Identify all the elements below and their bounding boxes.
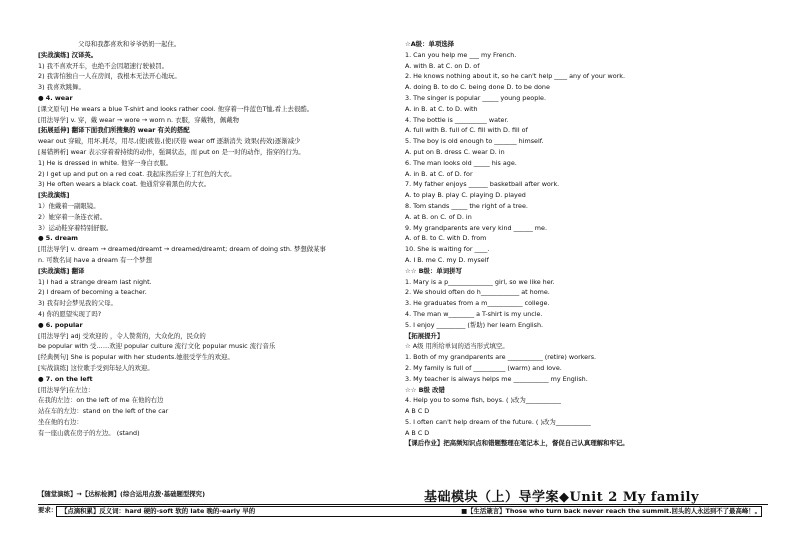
right-text-line: A B C D — [405, 407, 430, 416]
left-text-line: [易错辨析] wear 表示穿着着持续的动作，强调状态，而 put on 是一时的动作，指穿的行为。 — [38, 147, 305, 156]
right-text-line: 5. I enjoy _________ (帮助) her learn English. — [405, 320, 544, 329]
left-text-line: 3) 我有时会梦见我的父母。 — [38, 299, 117, 308]
left-column — [38, 40, 388, 439]
right-text-line: A. with B. at C. on D. of — [405, 61, 480, 70]
left-text-line: [经典例句] She is popular with her students.她很受学生的欢迎。 — [38, 353, 234, 362]
left-text-line: 3) He often wears a black coat. 他通常穿着黑色的大衣。 — [38, 180, 211, 189]
right-text-line: 4. Help you to some fish, boys. ( )改为___________ — [405, 396, 561, 405]
right-text-line: 9. My grandparents are very kind ______ me. — [405, 223, 547, 232]
requirement-label: 要求： — [38, 506, 58, 514]
left-text-line: [课文原句] He wears a blue T-shirt and looks rather cool. 他穿着一件蓝色T恤,看上去很酷。 — [38, 104, 314, 113]
right-text-line: 1. Both of my grandparents are ___________ (retire) workers. — [405, 353, 597, 362]
right-text-line: 3. He graduates from a m___________ college. — [405, 299, 550, 308]
left-text-line: 1) I had a strange dream last night. — [38, 277, 152, 286]
footer-notes — [56, 506, 762, 517]
left-text-line: 1）他戴着一副眼镜。 — [38, 201, 100, 210]
right-text-line: A. I B. me C. my D. myself — [405, 255, 489, 264]
left-text-line: ● 4. wear — [38, 93, 73, 102]
left-text-line: ● 7. on the left — [38, 374, 93, 383]
practice-bar-label: 【随堂演练】→【达标检测】(综合运用点拨·基础题型探究) — [38, 490, 205, 498]
right-text-line: 1. Mary is a p______________ girl, so we like her. — [405, 277, 555, 286]
left-text-line: [用法导学]在左边： — [38, 385, 95, 394]
left-text-line: [实战演练] 翻译 — [38, 266, 85, 275]
left-text-line: 坐在他的右边： — [38, 417, 83, 426]
left-text-line: 4) 你的愿望实现了吗? — [38, 309, 102, 318]
left-text-line: [实战演练] 这位歌手受到年轻人的欢迎。 — [38, 363, 154, 372]
right-text-line: A. of B. to C. with D. from — [405, 234, 487, 243]
left-text-line: 1) 我不喜欢开车，也绝不会因超速行驶被罚。 — [38, 61, 169, 70]
left-text-line: n. 可数名词 have a dream 有一个梦想 — [38, 255, 152, 264]
left-text-line: [拓展延伸] 翻译下面我们所搜集的 wear 有关的搭配 — [38, 126, 190, 135]
right-text-line: A. put on B. dress C. wear D. in — [405, 147, 505, 156]
left-text-line: 1) He is dressed in white. 他穿一身白衣服。 — [38, 158, 173, 167]
left-text-line: [用法导学] v. dream → dreamed/dreamt → dreamed/dreamt; dream of doing sth. 梦想做某事 — [38, 245, 326, 254]
right-text-line: 3. My teacher is always helps me ___________ my English. — [405, 374, 588, 383]
left-text-line: 站在车的左边：stand on the left of the car — [38, 407, 169, 416]
module-title: 基础模块（上）导学案◆Unit 2 My family — [424, 490, 699, 505]
left-text-line: [用法导学] v. 穿，戴 wear → wore → worn n. 衣服，穿戴物，佩戴物 — [38, 115, 239, 124]
right-text-line: 6. The man looks old _____ his age. — [405, 158, 517, 167]
right-text-line: 4. The man w________ a T-shirt is my uncle. — [405, 309, 543, 318]
right-column — [405, 40, 765, 450]
left-text-line: 父母和我都喜欢和爷爷奶奶一起住。 — [78, 40, 181, 48]
right-text-line: 10. She is waiting for ____. — [405, 245, 490, 254]
right-text-line: A. full with B. full of C. fill with D. fill of — [405, 126, 528, 135]
right-text-line: A. doing B. to do C. being done D. to be done — [405, 83, 550, 92]
right-text-line: 1. Can you help me ___ my French. — [405, 50, 517, 59]
antonym-note: 【点滴积累】反义词：hard 硬的-soft 软的 late 晚的-early 早的 — [61, 507, 256, 516]
right-text-line: 【拓展提升】 — [405, 331, 444, 340]
left-text-line: 3) 我喜欢跳舞。 — [38, 83, 85, 92]
left-text-line: 2）她穿着一条连衣裙。 — [38, 212, 106, 221]
right-text-line: A B C D — [405, 428, 430, 437]
left-text-line: [实战演练] 汉译英。 — [38, 50, 98, 59]
right-text-line: 7. My father enjoys ______ basketball after work. — [405, 180, 560, 189]
right-text-line: 4. The bottle is __________ water. — [405, 115, 509, 124]
left-text-line: 2) I get up and put on a red coat. 我起床然后穿上了红色的大衣。 — [38, 169, 236, 178]
right-text-line: 2. My family is full of __________ (warm) and love. — [405, 363, 562, 372]
left-text-line: ● 6. popular — [38, 320, 83, 329]
right-text-line: A. in B. at C. of D. for — [405, 169, 473, 178]
right-text-line: 2. We should often do h____________ at home. — [405, 288, 550, 297]
right-text-line: 8. Tom stands _____ the right of a tree. — [405, 201, 528, 210]
left-text-line: ● 5. dream — [38, 234, 78, 243]
right-text-line: ☆☆ B级：单词拼写 — [405, 266, 462, 275]
right-text-line: A. at B. on C. of D. in — [405, 212, 472, 221]
left-text-line: [用法导学] adj 受欢迎的 ，令人赞赏的，大众化的，民众的 — [38, 331, 206, 340]
left-text-line: 2) 我害怕独自一人在房间，我根本无法开心地玩。 — [38, 72, 181, 81]
right-text-line: A. in B. at C. to D. with — [405, 104, 478, 113]
right-text-line: 2. He knows nothing about it, so he can't help ____ any of your work. — [405, 72, 625, 81]
left-text-line: be popular with 受……欢迎 popular culture 流行文化 popular music 流行音乐 — [38, 342, 276, 351]
right-text-line: 5. I often can't help dream of the future. ( )改为___________ — [405, 417, 591, 426]
right-text-line: ☆A级：单项选择 — [405, 40, 455, 48]
footer — [38, 504, 768, 516]
right-text-line: 3. The singer is popular _____ young people. — [405, 93, 546, 102]
left-text-line: 在我的左边：on the left of me 在他的右边 — [38, 396, 164, 405]
right-text-line: 5. The boy is old enough to _______ himself. — [405, 137, 544, 146]
left-text-line: 3）运动鞋穿着特别舒服。 — [38, 223, 113, 232]
left-text-line: [实战演练] — [38, 191, 70, 200]
left-text-line: 有一座山就在房子的左边。 (stand) — [38, 428, 140, 437]
right-text-line: ☆ A级 用所给单词的适当形式填空。 — [405, 342, 509, 351]
left-text-line: 2) I dream of becoming a teacher. — [38, 288, 147, 297]
right-text-line: 【课后作业】把高频知识点和错题整理在笔记本上，督促自己认真理解和牢记。 — [405, 439, 629, 448]
life-motto: ■【生活箴言】Those who turn back never reach the summit.回头的人永远到不了最高峰！。 — [461, 507, 761, 516]
left-text-line: wear out 穿破，用坏,耗尽，用尽,(使)疲倦,(使)厌倦 wear off 逐渐消失 效果(药效)逐渐减少 — [38, 137, 301, 146]
right-text-line: ☆☆ B级 改错 — [405, 385, 445, 394]
right-text-line: A. to play B. play C. playing D. played — [405, 191, 526, 200]
